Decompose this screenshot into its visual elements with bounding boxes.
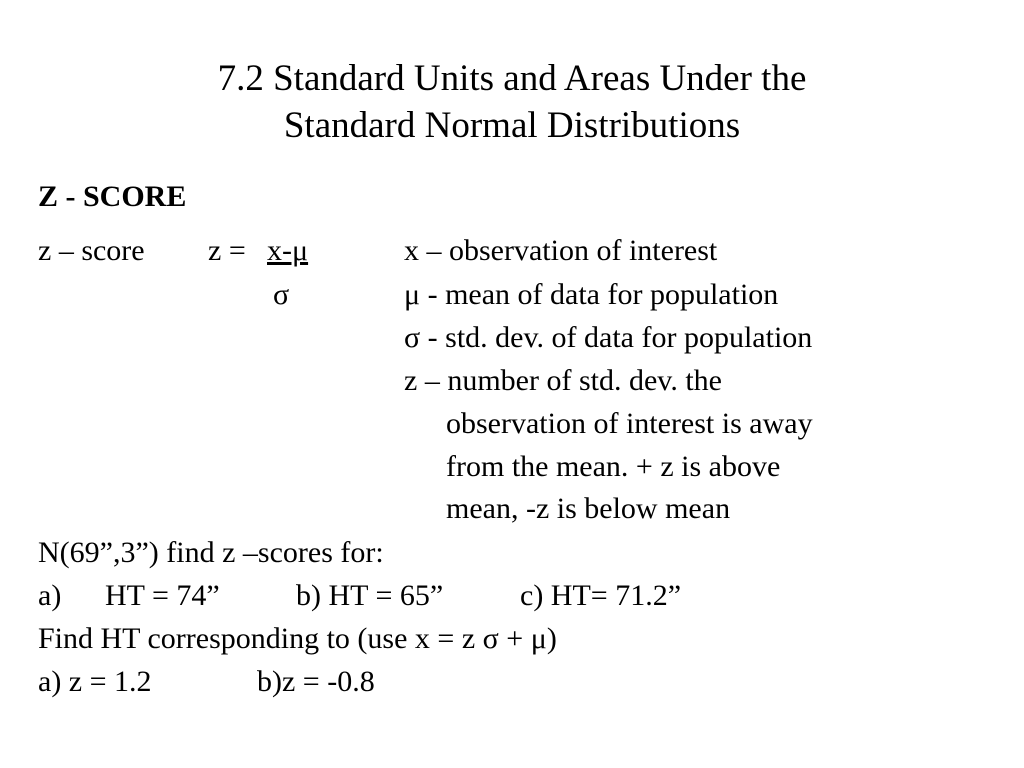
problem-1-a-text: HT = 74”: [105, 579, 220, 612]
formula-numerator: x-μ: [267, 234, 309, 267]
slide-title-line-1: 7.2 Standard Units and Areas Under the: [217, 58, 807, 99]
definition-z-line-2: observation of interest is away: [446, 407, 813, 440]
definition-z-line-3: from the mean. + z is above: [446, 450, 781, 483]
slide-title-line-2: Standard Normal Distributions: [283, 105, 741, 146]
formula-label: z – score: [38, 234, 145, 267]
definition-x: x – observation of interest: [404, 234, 718, 267]
formula-lhs: z =: [208, 234, 246, 267]
definition-sigma: σ - std. dev. of data for population: [404, 321, 813, 354]
problem-2-a-text: a) z = 1.2: [38, 665, 152, 698]
problem-1-prompt: N(69”,3”) find z –scores for:: [38, 536, 384, 569]
section-heading: Z - SCORE: [38, 180, 187, 213]
problem-1-a-label: a): [38, 579, 62, 612]
problem-1-c-text: c) HT= 71.2”: [520, 579, 682, 612]
problem-2-b-text: b)z = -0.8: [257, 665, 375, 698]
definition-z-line-1: z – number of std. dev. the: [404, 364, 722, 397]
problem-1-b-text: b) HT = 65”: [296, 579, 444, 612]
slide-title: [0, 55, 1024, 149]
definition-z-line-4: mean, -z is below mean: [446, 492, 731, 525]
problem-2-prompt: Find HT corresponding to (use x = z σ + μ): [38, 622, 557, 655]
formula-denominator: σ: [273, 278, 290, 311]
definition-mu: μ - mean of data for population: [404, 278, 779, 311]
